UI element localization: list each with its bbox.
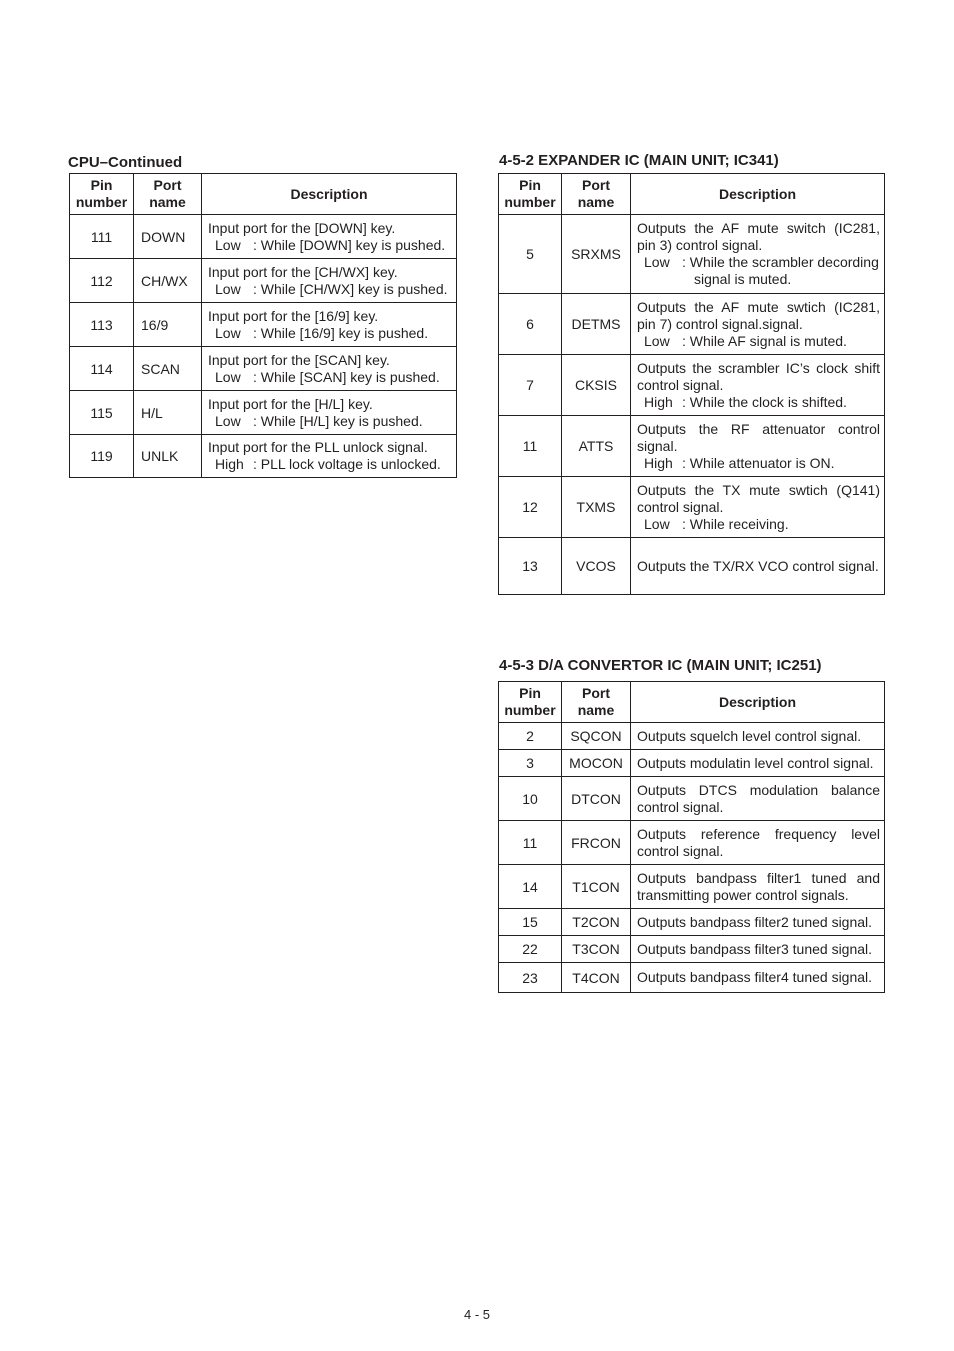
pin-number-cell: 2 (499, 723, 562, 750)
signal-level: High (644, 454, 673, 471)
description-cell (202, 435, 457, 478)
description-cell (631, 294, 885, 355)
description-cell (631, 821, 885, 865)
port-name-cell: T2CON (562, 909, 631, 936)
description-header: Description (202, 174, 457, 215)
description-text: Input port for the [DOWN] key. (208, 219, 396, 236)
port-name-cell: CKSIS (562, 355, 631, 416)
condition-text: : While [CH/WX] key is pushed. (253, 280, 448, 297)
condition-text: : While [16/9] key is pushed. (253, 324, 429, 341)
table-row (70, 435, 457, 478)
description-cell (202, 347, 457, 391)
pin-number-cell: 11 (499, 416, 562, 477)
port-name-cell: 16/9 (134, 303, 202, 347)
port-name-cell: CH/WX (134, 259, 202, 303)
signal-level: Low (644, 515, 670, 532)
description-text: Outputs DTCS modulation balance control signal. (637, 781, 880, 815)
pin-number-cell: 111 (70, 215, 134, 259)
description-text: Outputs the RF attenuator control signal. (637, 420, 880, 454)
description-text: Input port for the [CH/WX] key. (208, 263, 398, 280)
description-cell (631, 416, 885, 477)
table-row (499, 723, 885, 750)
condition-text: : While [SCAN] key is pushed. (253, 368, 440, 385)
description-text: Outputs bandpass filter4 tuned signal. (637, 969, 873, 985)
port-name-header: Port name (562, 682, 631, 723)
table-row (499, 477, 885, 538)
port-name-cell: TXMS (562, 477, 631, 538)
description-cell (631, 750, 885, 777)
table-header-row (499, 174, 885, 215)
description-text: Outputs modulatin level control signal. (637, 754, 874, 771)
signal-level: Low (644, 254, 670, 270)
description-cell (631, 963, 885, 993)
port-name-cell: SCAN (134, 347, 202, 391)
description-text: Outputs reference frequency level control signal. (637, 825, 880, 859)
signal-condition (208, 281, 452, 298)
pin-number-cell: 23 (499, 963, 562, 993)
description-cell (631, 538, 885, 595)
table-row (499, 416, 885, 477)
table-row (70, 391, 457, 435)
signal-condition (208, 325, 452, 342)
pin-number-cell: 13 (499, 538, 562, 595)
port-name-cell: MOCON (562, 750, 631, 777)
signal-level: Low (215, 324, 241, 341)
pin-number-cell: 22 (499, 936, 562, 963)
signal-level: Low (215, 368, 241, 385)
pin-number-header: Pin number (499, 682, 562, 723)
port-name-header: Port name (134, 174, 202, 215)
port-name-header: Port name (562, 174, 631, 215)
pin-number-cell: 11 (499, 821, 562, 865)
description-header: Description (631, 682, 885, 723)
pin-number-cell: 14 (499, 865, 562, 909)
signal-condition (208, 369, 452, 386)
pin-number-cell: 15 (499, 909, 562, 936)
signal-condition (637, 333, 880, 350)
condition-text: : While [H/L] key is pushed. (253, 412, 423, 429)
description-cell (631, 936, 885, 963)
table-row (499, 909, 885, 936)
description-cell (202, 215, 457, 259)
signal-level: Low (215, 280, 241, 297)
pin-number-cell: 7 (499, 355, 562, 416)
cpu-section-title: CPU–Continued (68, 154, 183, 171)
pin-number-cell: 5 (499, 215, 562, 294)
da-section-title: 4-5-3 D/A CONVERTOR IC (MAIN UNIT; IC251) (499, 657, 822, 674)
table-header-row (499, 682, 885, 723)
signal-level: High (644, 393, 673, 410)
table-row (499, 750, 885, 777)
pin-number-cell: 112 (70, 259, 134, 303)
pin-number-cell: 115 (70, 391, 134, 435)
port-name-cell: T4CON (562, 963, 631, 993)
port-name-cell: T3CON (562, 936, 631, 963)
port-name-cell: DETMS (562, 294, 631, 355)
signal-condition (637, 516, 880, 533)
pin-number-cell: 10 (499, 777, 562, 821)
pin-number-cell: 114 (70, 347, 134, 391)
description-text: Outputs bandpass filter1 tuned and transmitting power control signals. (637, 869, 880, 903)
port-name-cell: T1CON (562, 865, 631, 909)
condition-text: : While the clock is shifted. (682, 393, 847, 410)
da-pin-table (498, 681, 885, 993)
condition-text: : While attenuator is ON. (682, 454, 835, 471)
description-text: Input port for the PLL unlock signal. (208, 439, 428, 455)
cpu-pin-table (69, 173, 457, 478)
pin-number-cell: 113 (70, 303, 134, 347)
pin-number-cell: 12 (499, 477, 562, 538)
description-cell (631, 909, 885, 936)
table-row (70, 347, 457, 391)
table-row (499, 777, 885, 821)
table-header-row (70, 174, 457, 215)
port-name-cell: DOWN (134, 215, 202, 259)
condition-continuation: signal is muted. (694, 271, 792, 287)
port-name-cell: DTCON (562, 777, 631, 821)
description-cell (631, 215, 885, 294)
description-text: Outputs bandpass filter3 tuned signal. (637, 940, 873, 957)
signal-condition (208, 413, 452, 430)
description-cell (631, 865, 885, 909)
port-name-cell: H/L (134, 391, 202, 435)
signal-condition (637, 455, 880, 472)
table-row (499, 865, 885, 909)
description-cell (202, 303, 457, 347)
pin-number-cell: 3 (499, 750, 562, 777)
signal-condition (637, 394, 880, 411)
table-row (499, 355, 885, 416)
description-text: Outputs the AF mute swtich (IC281, pin 7) control signal.signal. (637, 298, 880, 332)
port-name-cell: ATTS (562, 416, 631, 477)
table-row (70, 303, 457, 347)
table-row (499, 538, 885, 595)
port-name-cell: UNLK (134, 435, 202, 478)
signal-level: Low (215, 236, 241, 253)
table-row (70, 215, 457, 259)
description-header: Description (631, 174, 885, 215)
table-row (499, 294, 885, 355)
condition-text: : PLL lock voltage is unlocked. (253, 456, 441, 472)
condition-text: : While [DOWN] key is pushed. (253, 236, 446, 253)
description-text: Outputs the TX mute swtich (Q141) control signal. (637, 481, 880, 515)
condition-text: : While receiving. (682, 515, 789, 532)
condition-text: : While AF signal is muted. (682, 332, 847, 349)
port-name-cell: SQCON (562, 723, 631, 750)
table-row (499, 215, 885, 294)
description-cell (202, 259, 457, 303)
port-name-cell: VCOS (562, 538, 631, 595)
signal-condition (208, 237, 452, 254)
description-cell (631, 723, 885, 750)
description-text: Input port for the [H/L] key. (208, 395, 373, 412)
signal-condition (637, 254, 880, 288)
pin-number-cell: 6 (499, 294, 562, 355)
description-text: Input port for the [16/9] key. (208, 307, 379, 324)
description-text: Outputs squelch level control signal. (637, 727, 862, 744)
description-cell (631, 477, 885, 538)
description-cell (202, 391, 457, 435)
port-name-cell: FRCON (562, 821, 631, 865)
expander-pin-table (498, 173, 885, 595)
description-text: Outputs bandpass filter2 tuned signal. (637, 913, 873, 930)
description-text: Outputs the scrambler IC’s clock shift control signal. (637, 359, 880, 393)
description-text: Outputs the TX/RX VCO control signal. (637, 557, 879, 574)
pin-number-header: Pin number (70, 174, 134, 215)
pin-number-cell: 119 (70, 435, 134, 478)
pin-number-header: Pin number (499, 174, 562, 215)
condition-text: : While the scrambler decording (682, 254, 879, 270)
page-number: 4 - 5 (463, 1307, 490, 1322)
table-row (70, 259, 457, 303)
expander-section-title: 4-5-2 EXPANDER IC (MAIN UNIT; IC341) (499, 152, 779, 169)
table-row (499, 963, 885, 993)
signal-level: Low (644, 332, 670, 349)
description-cell (631, 355, 885, 416)
signal-condition (208, 456, 452, 473)
signal-level: Low (215, 412, 241, 429)
table-row (499, 821, 885, 865)
port-name-cell: SRXMS (562, 215, 631, 294)
table-row (499, 936, 885, 963)
description-cell (631, 777, 885, 821)
description-text: Outputs the AF mute switch (IC281, pin 3) control signal. (637, 220, 880, 253)
signal-level: High (215, 456, 244, 472)
description-text: Input port for the [SCAN] key. (208, 351, 390, 368)
